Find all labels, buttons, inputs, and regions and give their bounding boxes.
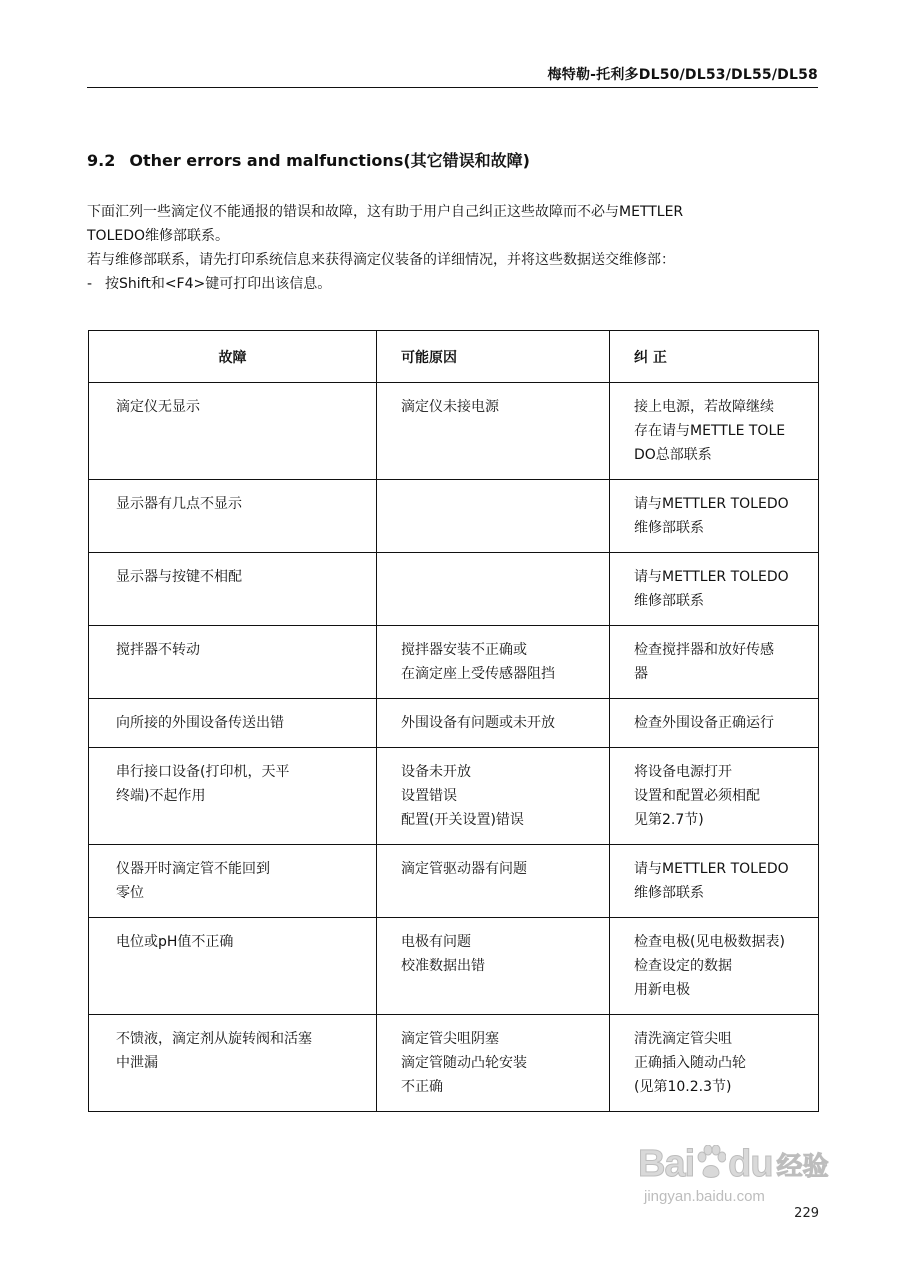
cell-line: 接上电源，若故障继续: [634, 399, 774, 415]
cell-line: 维修部联系: [634, 593, 704, 609]
fix-cell: [610, 553, 819, 626]
fix-cell: [610, 1015, 819, 1112]
cause-cell: [377, 626, 610, 699]
watermark-logo-cn: 经验: [776, 1151, 829, 1181]
paw-icon: [696, 1145, 726, 1184]
cell-line: 设备未开放: [401, 764, 471, 780]
cell-line: 显示器有几点不显示: [116, 496, 242, 512]
cause-cell: [377, 748, 610, 845]
fault-cell: [89, 553, 377, 626]
bullet-text: 按Shift和<F4>键可打印出该信息。: [105, 276, 332, 292]
cell-line: 滴定管尖咀阴塞: [401, 1031, 499, 1047]
cell-line: 见第2.7节): [634, 812, 704, 828]
watermark-logo-left: Bai: [638, 1143, 695, 1185]
cell-line: (见第10.2.3节): [634, 1079, 732, 1095]
fix-cell: [610, 845, 819, 918]
page-number: 229: [794, 1206, 819, 1221]
bullet-mark: -: [87, 276, 93, 292]
cause-cell: [377, 553, 610, 626]
fix-cell: [610, 748, 819, 845]
table-row: [89, 553, 819, 626]
fix-cell: [610, 918, 819, 1015]
intro-line: TOLEDO维修部联系。: [87, 228, 230, 244]
intro-line: 若与维修部联系，请先打印系统信息来获得滴定仪装备的详细情况，并将这些数据送交维修部：: [87, 252, 675, 268]
fault-cell: [89, 626, 377, 699]
baidu-jingyan-watermark: [638, 1143, 838, 1263]
cell-line: 搅拌器不转动: [116, 642, 200, 658]
table-row: [89, 918, 819, 1015]
table-row: [89, 845, 819, 918]
cell-line: 搅拌器安装不正确或: [401, 642, 527, 658]
cell-line: 设置错误: [401, 788, 457, 804]
cell-line: 请与METTLER TOLEDO: [634, 496, 789, 512]
fix-cell: [610, 699, 819, 748]
intro-line: 下面汇列一些滴定仪不能通报的错误和故障，这有助于用户自己纠正这些故障而不必与METTLER: [87, 204, 684, 220]
cell-line: 清洗滴定管尖咀: [634, 1031, 732, 1047]
fault-cell: [89, 699, 377, 748]
cell-line: 外围设备有问题或未开放: [401, 715, 555, 731]
intro-bullet: [87, 272, 822, 296]
cell-line: 存在请与METTLE TOLE: [634, 423, 786, 439]
fault-cell: [89, 1015, 377, 1112]
watermark-logo-right: du: [728, 1143, 773, 1185]
fault-cell: [89, 918, 377, 1015]
cell-line: 电极有问题: [401, 934, 471, 950]
cell-line: 器: [634, 666, 648, 682]
cell-line: 零位: [116, 885, 144, 901]
cell-line: 仪器开时滴定管不能回到: [116, 861, 270, 877]
cell-line: 滴定管驱动器有问题: [401, 861, 527, 877]
fault-cell: [89, 845, 377, 918]
cell-line: 维修部联系: [634, 885, 704, 901]
header-rule: [87, 87, 818, 88]
cause-cell: [377, 699, 610, 748]
fault-cell: [89, 748, 377, 845]
cell-line: 终端)不起作用: [116, 788, 206, 804]
cause-cell: [377, 1015, 610, 1112]
intro-text: [87, 200, 822, 296]
cell-line: 显示器与按键不相配: [116, 569, 242, 585]
cell-line: 串行接口设备(打印机，天平: [116, 764, 290, 780]
fault-cell: [89, 383, 377, 480]
section-heading: [87, 148, 530, 171]
fault-cell: [89, 480, 377, 553]
fix-cell: [610, 480, 819, 553]
errors-table: [88, 330, 819, 1112]
cause-cell: [377, 383, 610, 480]
header-fault: 故障: [89, 331, 377, 383]
cell-line: 滴定管随动凸轮安装: [401, 1055, 527, 1071]
table-row: [89, 1015, 819, 1112]
cell-line: 不馈液，滴定剂从旋转阀和活塞: [116, 1031, 312, 1047]
cell-line: 检查电极(见电极数据表): [634, 934, 785, 950]
header-fix: 纠 正: [610, 331, 819, 383]
cell-line: DO总部联系: [634, 447, 712, 463]
cell-line: 请与METTLER TOLEDO: [634, 861, 789, 877]
cell-line: 在滴定座上受传感器阻挡: [401, 666, 555, 682]
table-row: [89, 748, 819, 845]
cell-line: 维修部联系: [634, 520, 704, 536]
cell-line: 检查外围设备正确运行: [634, 715, 774, 731]
table-row: [89, 626, 819, 699]
table-body: [89, 383, 819, 1112]
baidu-logo: [638, 1143, 838, 1186]
cell-line: 将设备电源打开: [634, 764, 732, 780]
cause-cell: [377, 918, 610, 1015]
cell-line: 校准数据出错: [401, 958, 485, 974]
fix-cell: [610, 626, 819, 699]
cell-line: 电位或pH值不正确: [116, 934, 234, 950]
cell-line: 请与METTLER TOLEDO: [634, 569, 789, 585]
cell-line: 用新电极: [634, 982, 690, 998]
cell-line: 滴定仪未接电源: [401, 399, 499, 415]
cell-line: 滴定仪无显示: [116, 399, 200, 415]
header-cause: 可能原因: [377, 331, 610, 383]
table-row: [89, 480, 819, 553]
watermark-url: jingyan.baidu.com: [644, 1188, 765, 1205]
fix-cell: [610, 383, 819, 480]
section-number: 9.2: [87, 151, 116, 170]
cell-line: 中泄漏: [116, 1055, 158, 1071]
header-title: 梅特勒-托利多DL50/DL53/DL55/DL58: [547, 67, 818, 83]
table-header-row: [89, 331, 819, 383]
cell-line: 正确插入随动凸轮: [634, 1055, 746, 1071]
section-title: Other errors and malfunctions(其它错误和故障): [129, 151, 530, 170]
cell-line: 不正确: [401, 1079, 443, 1095]
table-row: [89, 383, 819, 480]
cell-line: 检查设定的数据: [634, 958, 732, 974]
cell-line: 配置(开关设置)错误: [401, 812, 524, 828]
cell-line: 设置和配置必须相配: [634, 788, 760, 804]
cell-line: 检查搅拌器和放好传感: [634, 642, 774, 658]
cause-cell: [377, 480, 610, 553]
cell-line: 向所接的外围设备传送出错: [116, 715, 284, 731]
table-row: [89, 699, 819, 748]
cause-cell: [377, 845, 610, 918]
